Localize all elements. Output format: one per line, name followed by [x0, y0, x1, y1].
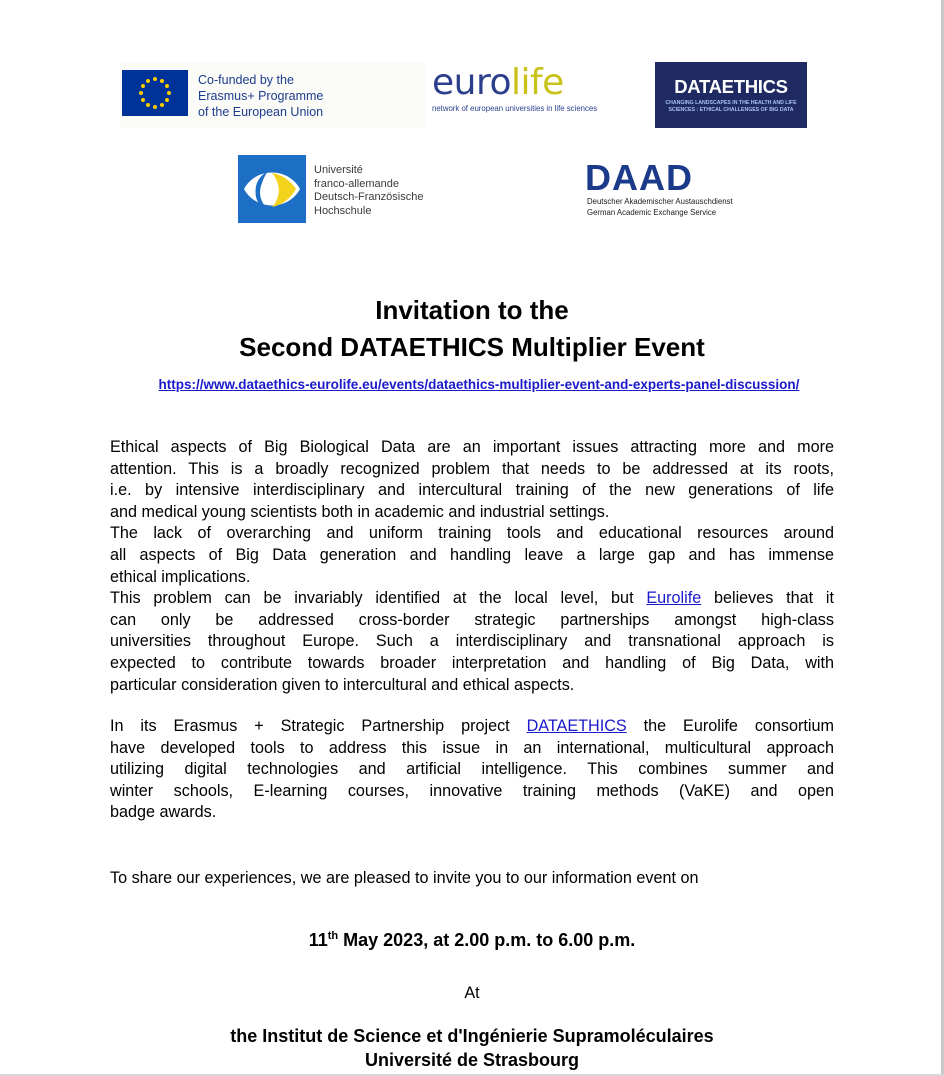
eurolife-tagline: network of european universities in life sciences — [432, 104, 598, 113]
text-line: have developed tools to address this issue in an international, multicultural approach — [110, 738, 834, 757]
text-line-with-link: This problem can be invariably identified at the local level, but Eurolife believes that it — [110, 589, 834, 608]
intro-paragraph — [110, 437, 834, 696]
daad-wordmark: DAAD — [585, 157, 693, 198]
text-line-with-link: In its Erasmus + Strategic Partnership project DATAETHICS the Eurolife consortium — [110, 717, 834, 735]
dataethics-logo — [655, 62, 807, 128]
eurolife-link[interactable]: Eurolife — [646, 589, 702, 608]
text-line: all aspects of Big Data generation and handling leave a large gap and has immense — [110, 545, 834, 564]
text-line: expected to contribute towards broader interpretation and handling of Big Data, with — [110, 653, 834, 672]
ufa-eye-icon — [238, 155, 306, 223]
text-line: ethical implications. — [110, 567, 251, 586]
dataethics-link[interactable]: DATAETHICS — [526, 717, 627, 735]
venue — [0, 1024, 944, 1072]
text-line: can only be addressed cross-border strategic partnerships amongst high-class — [110, 610, 834, 629]
erasmus-logo — [120, 62, 425, 128]
venue-institute: the Institut de Science et d'Ingénierie Supramoléculaires — [230, 1026, 714, 1046]
dataethics-logo-title: DATAETHICS — [674, 76, 788, 97]
invitation-title — [0, 292, 944, 366]
text-line: and medical young scientists both in academic and industrial settings. — [110, 502, 610, 521]
eurolife-wordmark: eurolife — [432, 62, 564, 103]
at-label: At — [464, 984, 480, 1002]
project-paragraph — [110, 716, 834, 824]
share-experiences-text: To share our experiences, we are pleased to invite you to our information event on — [110, 869, 699, 887]
text-line: badge awards. — [110, 803, 217, 822]
erasmus-logo-text: Co-funded by the Erasmus+ Programme of the European Union — [198, 73, 324, 119]
title-line-1: Invitation to the — [375, 295, 569, 325]
title-line-2: Second DATAETHICS Multiplier Event — [239, 332, 705, 362]
text-line: winter schools, E-learning courses, innovative training methods (VaKE) and open — [110, 781, 834, 800]
event-url-link[interactable]: https://www.dataethics-eurolife.eu/events/dataethics-multiplier-event-and-experts-panel-discussion/ — [158, 377, 800, 392]
ufa-logo — [238, 155, 458, 225]
text-line: Ethical aspects of Big Biological Data are an important issues attracting more and more — [110, 438, 834, 456]
eurolife-logo — [430, 62, 642, 122]
venue-university: Université de Strasbourg — [364, 1050, 580, 1070]
text-line: i.e. by intensive interdisciplinary and intercultural training of the new generations of life — [110, 481, 834, 500]
ufa-logo-text: Université franco-allemande Deutsch-Französische Hochschule — [314, 164, 424, 217]
dataethics-logo-subtitle: CHANGING LANDSCAPES IN THE HEALTH AND LIFE SCIENCES : ETHICAL CHALLENGES OF BIG DATA — [665, 100, 797, 113]
daad-name-german: Deutscher Akademischer Austauschdienst — [587, 197, 733, 206]
event-date: 11th May 2023, at 2.00 p.m. to 6.00 p.m. — [308, 930, 636, 950]
eu-flag-icon — [122, 70, 188, 116]
text-line: particular consideration given to intercultural and ethical aspects. — [110, 675, 575, 694]
text-line: The lack of overarching and uniform training tools and educational resources around — [110, 524, 834, 543]
daad-name-english: German Academic Exchange Service — [587, 208, 717, 217]
daad-logo — [585, 157, 755, 222]
text-line: utilizing digital technologies and artificial intelligence. This combines summer and — [110, 760, 834, 779]
text-line: attention. This is a broadly recognized problem that needs to be addressed at its roots, — [110, 459, 834, 478]
text-line: universities throughout Europe. Such a interdisciplinary and transnational approach is — [110, 632, 834, 651]
